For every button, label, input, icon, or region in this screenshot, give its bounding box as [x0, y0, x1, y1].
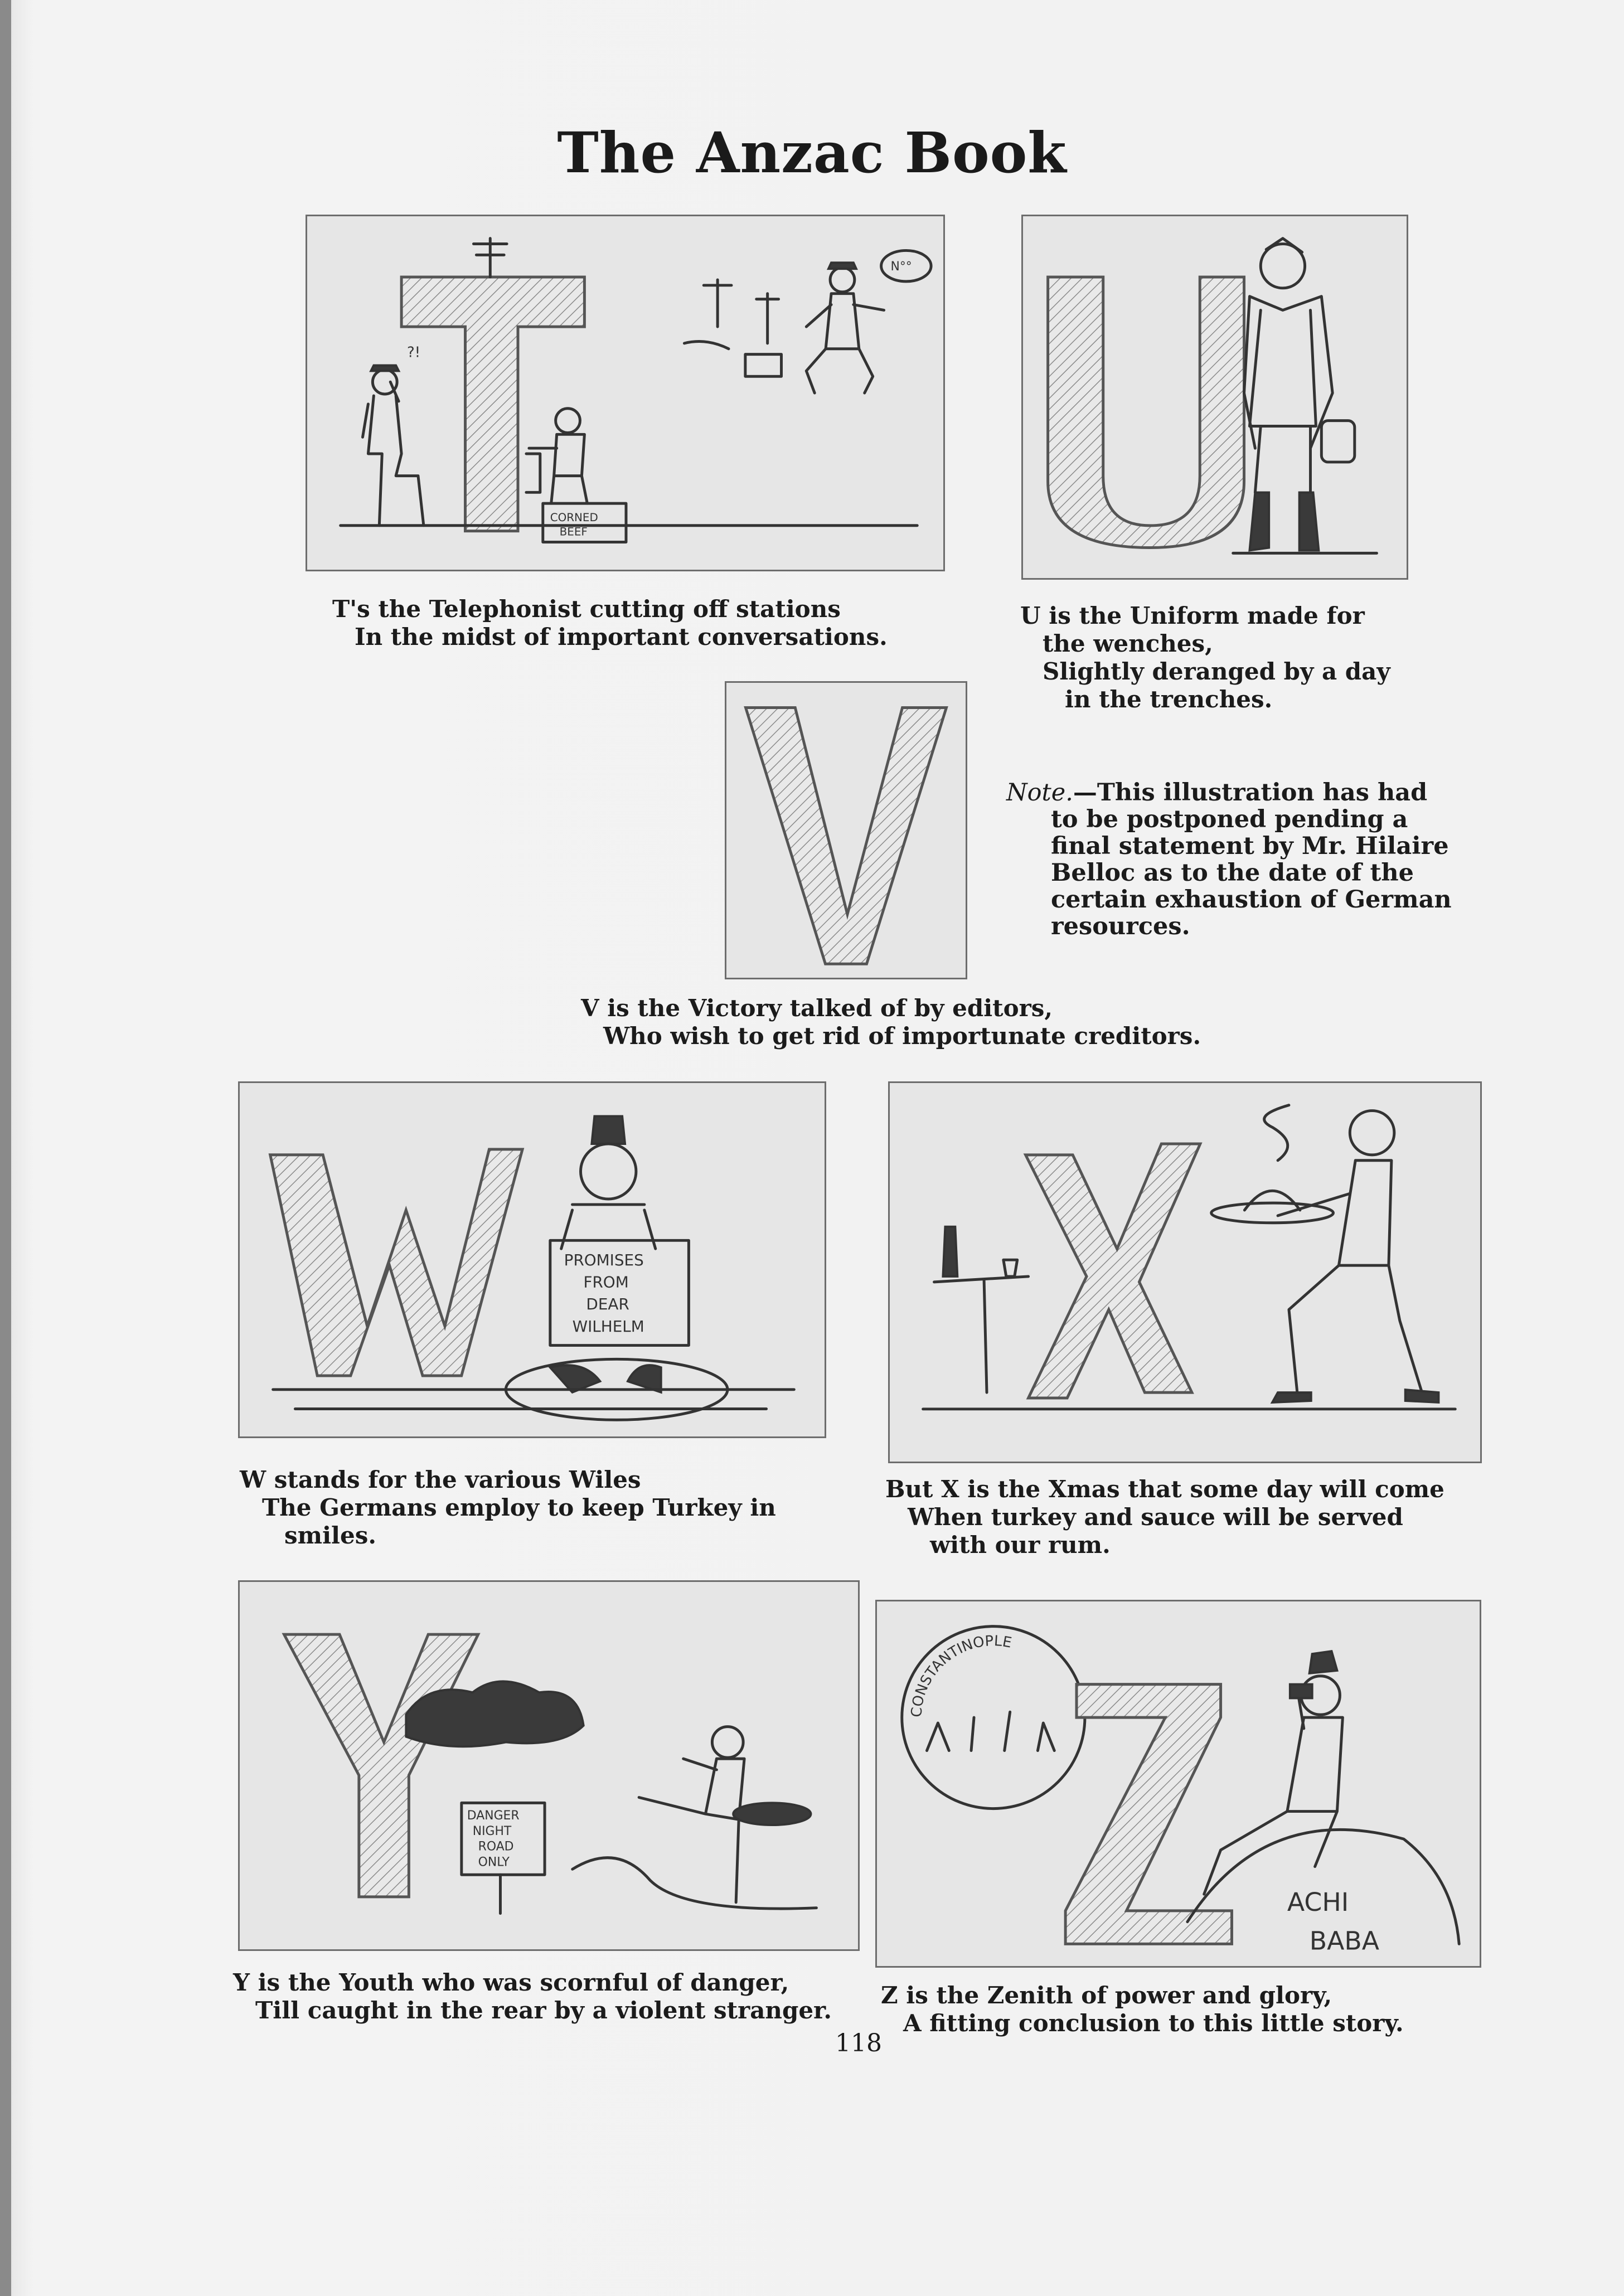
illustration-u-uniform	[1021, 215, 1408, 580]
svg-text:ONLY: ONLY	[478, 1855, 510, 1870]
caption-v: V is the Victory talked of by editors, Who wish to get rid of importunate creditors.	[581, 994, 1201, 1050]
page-number: 118	[835, 2029, 882, 2057]
svg-text:DANGER: DANGER	[467, 1809, 520, 1823]
svg-text:PROMISES: PROMISES	[564, 1250, 644, 1269]
illustration-w-wiles	[238, 1081, 826, 1438]
svg-text:NIGHT: NIGHT	[472, 1824, 512, 1838]
svg-text:ROAD: ROAD	[478, 1839, 514, 1854]
svg-text:WILHELM: WILHELM	[572, 1317, 644, 1336]
book-spine-edge	[0, 0, 11, 2296]
illustration-z-zenith	[875, 1600, 1481, 1968]
svg-text:N°°: N°°	[890, 260, 912, 274]
note-label: Note.	[1006, 779, 1073, 807]
svg-text:FROM: FROM	[583, 1273, 629, 1292]
caption-z: Z is the Zenith of power and glory, A fitting conclusion to this little story.	[881, 1982, 1404, 2037]
corned-beef-label: CORNED	[550, 511, 598, 524]
caption-t: T's the Telephonist cutting off stations In the midst of important conversations.	[332, 595, 888, 651]
illustration-x-xmas	[888, 1081, 1482, 1463]
svg-text:BEEF: BEEF	[559, 525, 588, 538]
caption-note: Note.—This illustration has had to be postponed pending a final statement by Mr. Hilaire Belloc as to the date of the certain exhaustion of German resources.	[1006, 779, 1452, 940]
page-title: The Anzac Book	[557, 120, 1067, 186]
svg-text:ACHI: ACHI	[1287, 1887, 1349, 1917]
illustration-t-telephonist	[306, 215, 945, 571]
caption-u: U is the Uniform made for the wenches, Slightly deranged by a day in the trenches.	[1020, 602, 1390, 713]
svg-text:BABA: BABA	[1309, 1926, 1380, 1956]
illustration-v-victory	[725, 681, 967, 979]
svg-text:DEAR: DEAR	[586, 1295, 629, 1314]
caption-x: But X is the Xmas that some day will come When turkey and sauce will be served with our rum.	[885, 1475, 1444, 1559]
svg-text:CONSTANTINOPLE: CONSTANTINOPLE	[908, 1633, 1014, 1718]
caption-w: W stands for the various Wiles The Germans employ to keep Turkey in smiles.	[240, 1466, 776, 1549]
caption-y: Y is the Youth who was scornful of danger, Till caught in the rear by a violent stranger.	[233, 1969, 832, 2024]
illustration-y-youth	[238, 1580, 860, 1951]
svg-text:?!: ?!	[407, 344, 421, 361]
